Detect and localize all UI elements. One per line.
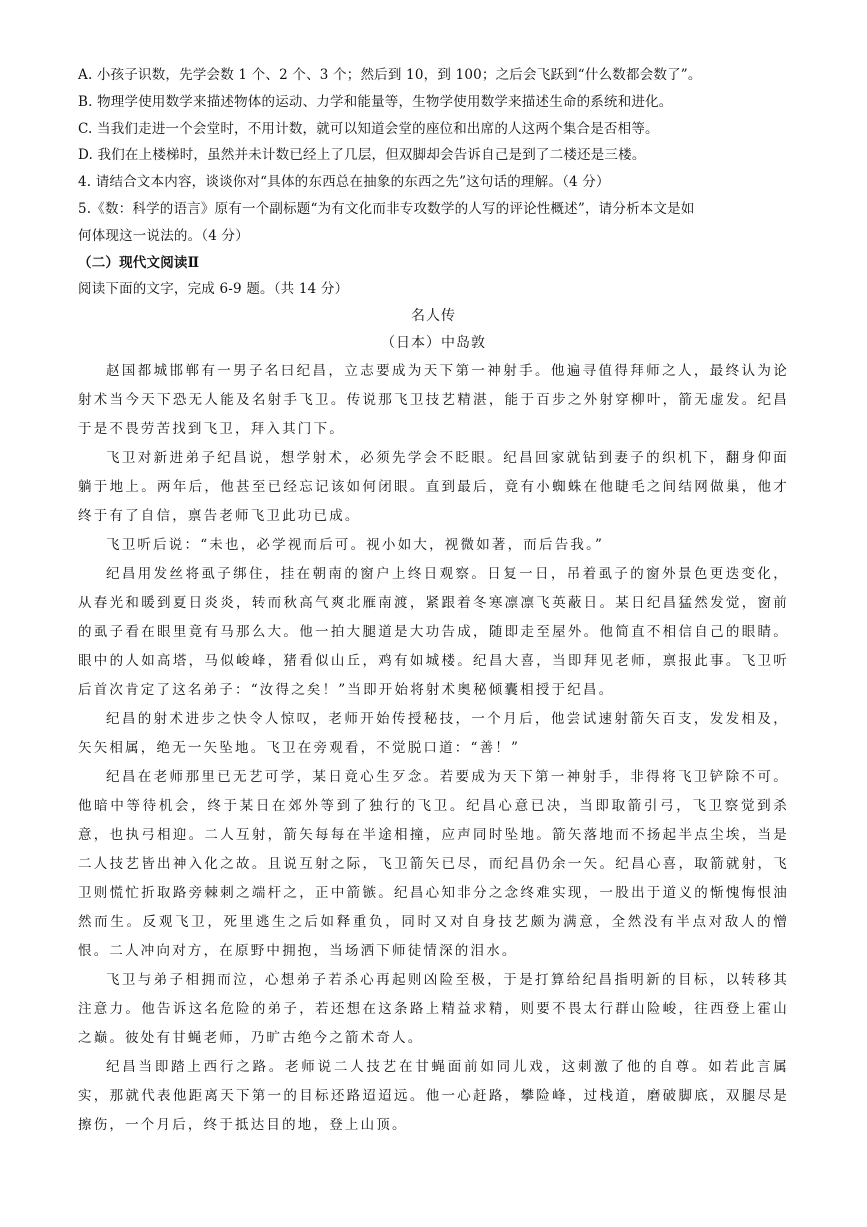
option-c: C. 当我们走进一个会堂时，不用计数，就可以知道会堂的座位和出席的人这两个集合是否相等。: [78, 120, 659, 137]
article-paragraph: 飞卫对新进弟子纪昌说，想学射术，必须先学会不眨眼。纪昌回家就钻到妻子的织机下，翻身仰面躺于地上。两年后，他甚至已经忘记该如何闭眼。直到最后，竟有小蜘蛛在他睫毛之间结网做巢，他才终于有了自信，禀告老师飞卫此功已成。: [78, 449, 789, 524]
option-a: A. 小孩子识数，先学会数 1 个、2 个、3 个；然后到 10，到 100；之后会飞跃到“什么数都会数了”。: [78, 67, 702, 83]
article-author: （日本）中岛敦: [381, 334, 486, 351]
article-paragraph: 纪昌在老师那里已无艺可学，某日竟心生歹念。若要成为天下第一神射手，非得将飞卫铲除不可。他暗中等待机会，终于某日在郊外等到了独行的飞卫。纪昌心意已决，当即取箭引弓，飞卫察觉到杀意，也执弓相迎。二人互射，箭矢每每在半途相撞，应声同时坠地。箭矢落地而不扬起半点尘埃，当是二人技艺皆出神入化之故。且说互射之际，飞卫箭矢已尽，而纪昌仍余一矢。纪昌心喜，取箭就射，飞卫则慌忙折取路旁棘刺之端杆之，正中箭镞。纪昌心知非分之念终难实现，一股出于道义的惭愧悔恨油然而生。反观飞卫，死里逃生之后如释重负，同时又对自身技艺颇为满意，全然没有半点对敌人的憎恨。二人冲向对方，在原野中拥抱，当场洒下师徒情深的泪水。: [78, 768, 789, 959]
article-paragraph: 赵国都城邯郸有一男子名曰纪昌，立志要成为天下第一神射手。他遍寻值得拜师之人，最终认为论射术当今天下恐无人能及名射手飞卫。传说那飞卫技艺精湛，能于百步之外射穿柳叶，箭无虚发。纪昌于是不畏劳苦找到飞卫，拜入其门下。: [78, 362, 789, 437]
article-title: 名人传: [411, 308, 456, 325]
question-4: 4. 请结合文本内容，谈谈你对“具体的东西总在抽象的东西之先”这句话的理解。（4 分）: [78, 174, 610, 191]
question-5-line-1: 5.《数：科学的语言》原有一个副标题“为有文化而非专攻数学的人写的评论性概述”，请分析本文是如: [78, 200, 695, 217]
article-paragraph: 飞卫与弟子相拥而泣，心想弟子若杀心再起则凶险至极，于是打算给纪昌指明新的目标，以转移其注意力。他告诉这名危险的弟子，若还想在这条路上精益求精，则要不畏太行群山险峻，往西登上霍山之巅。彼处有甘蝇老师，乃旷古绝今之箭术奇人。: [78, 971, 789, 1046]
option-d: D. 我们在上楼梯时，虽然并未计数已经上了几层，但双脚却会告诉自己是到了二楼还是三楼。: [78, 147, 646, 164]
question-5-line-2: 何体现这一说法的。（4 分）: [78, 227, 249, 244]
article-paragraph: 纪昌用发丝将虱子绑住，挂在朝南的窗户上终日观察。日复一日，吊着虱子的窗外景色更迭变化，从春光和暖到夏日炎炎，转而秋高气爽北雁南渡，紧跟着冬寒凛凛飞英蔽日。某日纪昌猛然发觉，窗前的虱子看在眼里竟有马那么大。他一拍大腿道是大功告成，随即走至屋外。他简直不相信自己的眼睛。眼中的人如高塔，马似峻峰，猪看似山丘，鸡有如城楼。纪昌大喜，当即拜见老师，禀报此事。飞卫听后首次肯定了这名弟子：“汝得之矣！”当即开始将射术奥秘倾囊相授于纪昌。: [78, 565, 789, 698]
article-paragraph: 纪昌当即踏上西行之路。老师说二人技艺在甘蝇面前如同儿戏，这刺激了他的自尊。如若此言属实，那就代表他距离天下第一的目标还路迢迢远。他一心赶路，攀险峰，过栈道，磨破脚底，双腿尽是擦伤，一个月后，终于抵达目的地，登上山顶。: [78, 1058, 789, 1133]
article-paragraph: 飞卫听后说：“未也，必学视而后可。视小如大，视微如著，而后告我。”: [106, 536, 605, 553]
section-instruction: 阅读下面的文字，完成 6-9 题。（共 14 分）: [78, 281, 349, 298]
option-b: B. 物理学使用数学来描述物体的运动、力学和能量等，生物学使用数学来描述生命的系统和进化。: [78, 93, 673, 110]
section-heading: （二）现代文阅读Ⅱ: [78, 254, 200, 271]
article-paragraph: 纪昌的射术进步之快令人惊叹，老师开始传授秘技，一个月后，他尝试速射箭矢百支，发发相及，矢矢相属，绝无一矢坠地。飞卫在旁观看，不觉脱口道：“善！”: [78, 710, 789, 756]
